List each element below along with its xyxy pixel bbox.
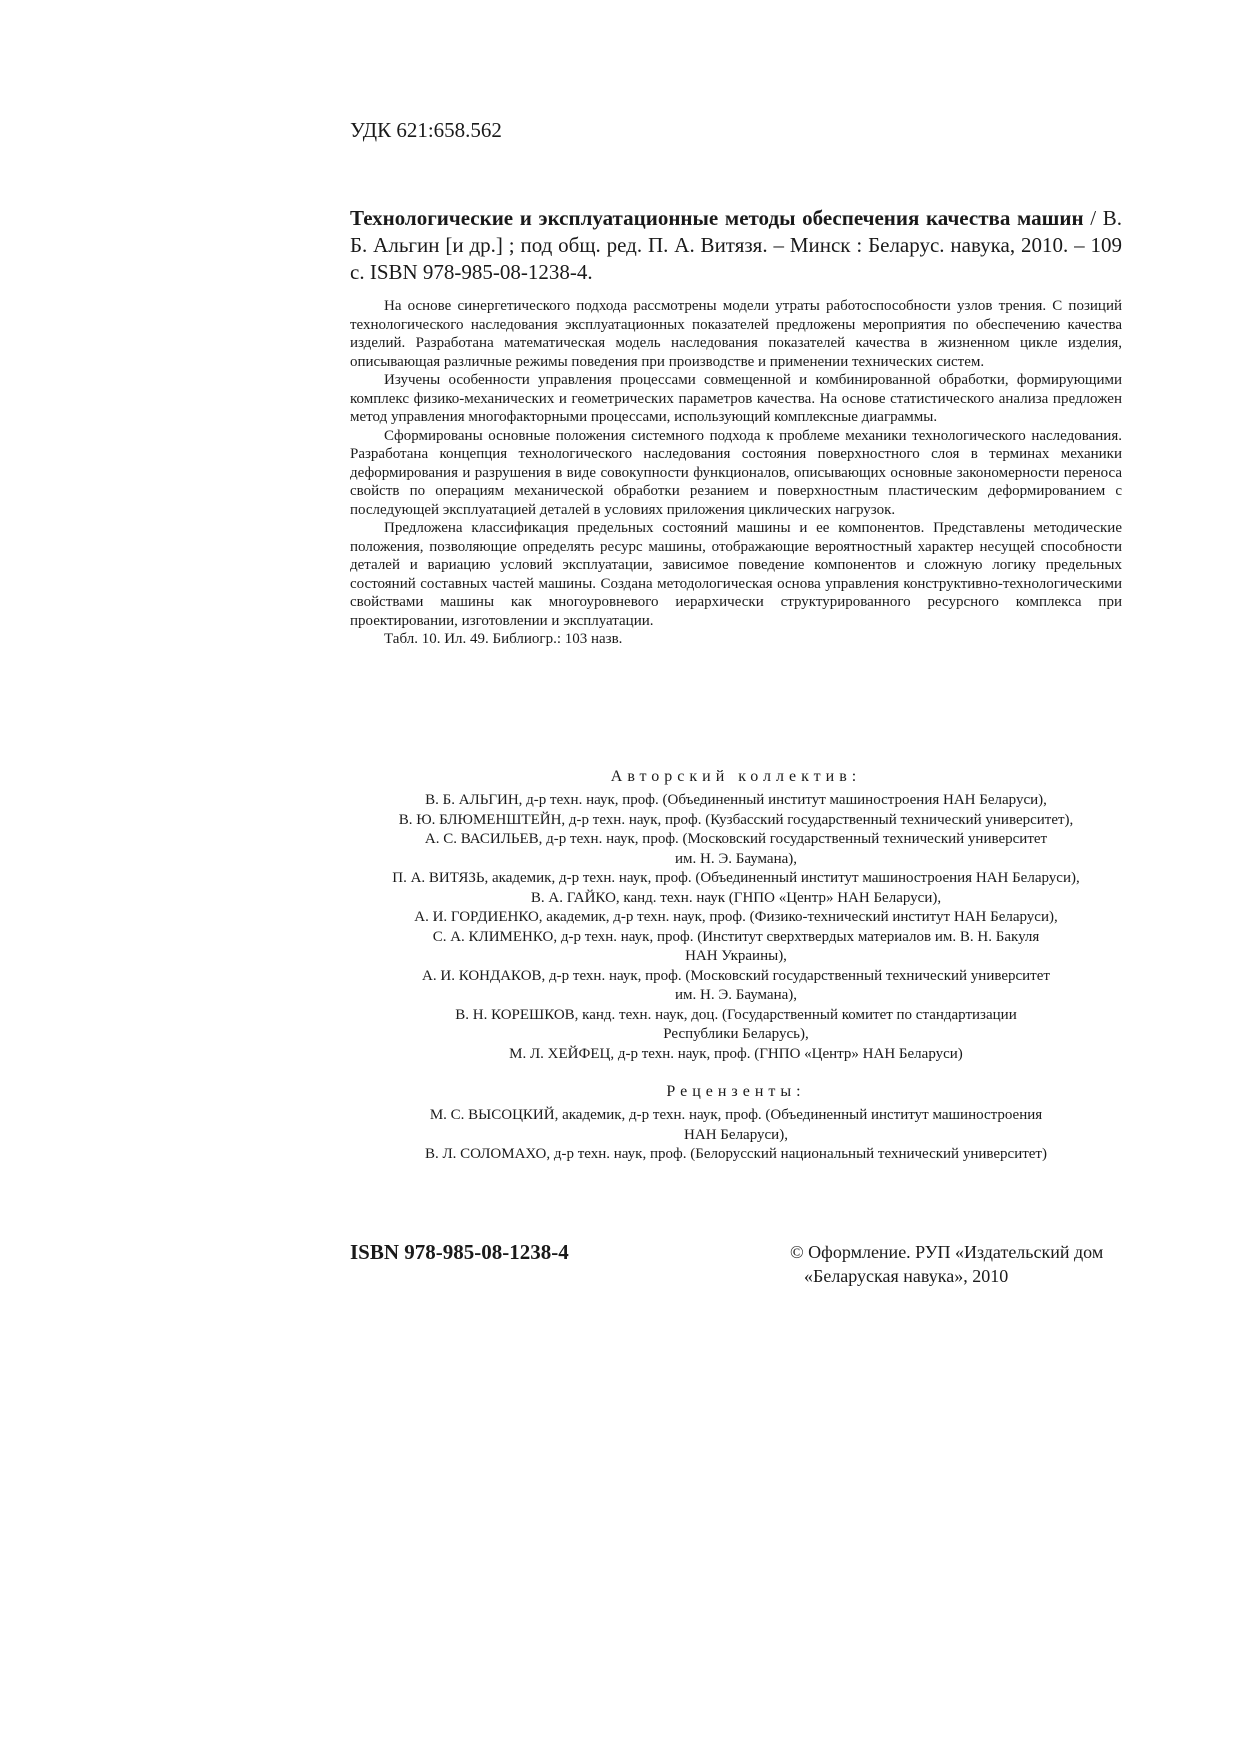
author-line: В. Н. КОРЕШКОВ, канд. техн. наук, доц. (Государственный комитет по стандартизации [455, 1006, 1017, 1023]
bibliographic-details: / В. Б. Альгин [и др.] ; под общ. ред. П. А. Витязя. – Минск : Беларус. навука, 2010. – 109 с. ISBN 978-985-08-1238-4. [350, 206, 1122, 284]
author-line: П. А. ВИТЯЗЬ, академик, д-р техн. наук, проф. (Объединенный институт машиностроения НАН Беларуси), [392, 870, 1080, 886]
author-line: А. С. ВАСИЛЬЕВ, д-р техн. наук, проф. (Московский государственный технический университет [424, 831, 1048, 847]
author-line: С. А. КЛИМЕНКО, д-р техн. наук, проф. (Институт сверхтвердых материалов им. В. Н. Бакуля [432, 928, 1040, 945]
reviewer-line: НАН Беларуси), [684, 1126, 788, 1143]
udk-code: УДК 621:658.562 [350, 118, 502, 142]
author-line: В. Ю. БЛЮМЕНШТЕЙН, д-р техн. наук, проф. (Кузбасский государственный технический университет), [398, 811, 1074, 828]
bibliographic-record [350, 205, 1122, 286]
copyright-line: © Оформление. РУП «Издательский дом [790, 1242, 1104, 1262]
authors-heading: Авторский коллектив: [610, 768, 862, 785]
abstract-paragraph: На основе синергетического подхода рассмотрены модели утраты работоспособности узлов трения. С позиций технологического наследования эксплуатационных показателей предложены мероприятия по обеспечению качества изделий. Разработана математическая модель наследования показателей качества в жизненном цикле изделия, описывающая различные режимы поведения при производстве и применении технических систем. [350, 298, 1122, 370]
copyright-line: «Беларуская навука», 2010 [804, 1266, 1009, 1286]
author-line: В. А. ГАЙКО, канд. техн. наук (ГНПО «Центр» НАН Беларуси), [530, 889, 942, 906]
author-line: им. Н. Э. Баумана), [674, 987, 798, 1003]
abstract [350, 297, 1122, 649]
author-line: Республики Беларусь), [663, 1026, 809, 1042]
abstract-stats: Табл. 10. Ил. 49. Библиогр.: 103 назв. [384, 631, 623, 647]
reviewers-list [330, 1106, 1142, 1165]
abstract-paragraph: Изучены особенности управления процессами совмещенной и комбинированной обработки, формирующими комплекс физико-механических и геометрических параметров качества. На основе статистического анализа предложен метод управления многофакторными процессами, использующий комплексные диаграммы. [350, 372, 1122, 425]
copyright-notice [790, 1240, 1130, 1288]
reviewers-section [330, 1082, 1142, 1165]
abstract-paragraph: Предложена классификация предельных состояний машины и ее компонентов. Представлены методические положения, позволяющие определять ресурс машины, отображающие вероятностный характер несущей способности деталей и вариацию условий эксплуатации, зависимое поведение компонентов и сложную логику предельных состояний составных частей машины. Создана методологическая основа управления конструктивно-технологическими свойствами машины как многоуровневого иерархически структурированного ресурсного комплекса при проектировании, изготовлении и эксплуатации. [350, 520, 1122, 629]
authors-list [330, 791, 1142, 1064]
author-line: НАН Украины), [685, 948, 787, 964]
book-title: Технологические и эксплуатационные методы обеспечения качества машин [350, 206, 1084, 230]
isbn: ISBN 978-985-08-1238-4 [350, 1240, 569, 1264]
author-line: А. И. КОНДАКОВ, д-р техн. наук, проф. (Московский государственный технический университет [422, 967, 1050, 984]
authors-section [330, 767, 1142, 1064]
author-line: В. Б. АЛЬГИН, д-р техн. наук, проф. (Объединенный институт машиностроения НАН Беларуси), [425, 792, 1047, 808]
author-line: А. И. ГОРДИЕНКО, академик, д-р техн. наук, проф. (Физико-технический институт НАН Беларуси), [414, 909, 1058, 925]
reviewers-heading: Рецензенты: [666, 1083, 806, 1100]
reviewer-line: М. С. ВЫСОЦКИЙ, академик, д-р техн. наук, проф. (Объединенный институт машиностроения [429, 1107, 1043, 1123]
abstract-paragraph: Сформированы основные положения системного подхода к проблеме механики технологического наследования. Разработана концепция технологического наследования состояния поверхностного слоя в терминах механики деформирования и разрушения в виде совокупности функционалов, описывающих основные закономерности переноса свойств по операциям механической обработки резанием и поверхностным пластическим деформированием с последующей эксплуатацией деталей в условиях приложения циклических нагрузок. [350, 427, 1122, 518]
author-line: им. Н. Э. Баумана), [674, 850, 798, 867]
reviewer-line: В. Л. СОЛОМАХО, д-р техн. наук, проф. (Белорусский национальный технический университет) [424, 1146, 1047, 1162]
author-line: М. Л. ХЕЙФЕЦ, д-р техн. наук, проф. (ГНПО «Центр» НАН Беларуси) [509, 1045, 963, 1062]
